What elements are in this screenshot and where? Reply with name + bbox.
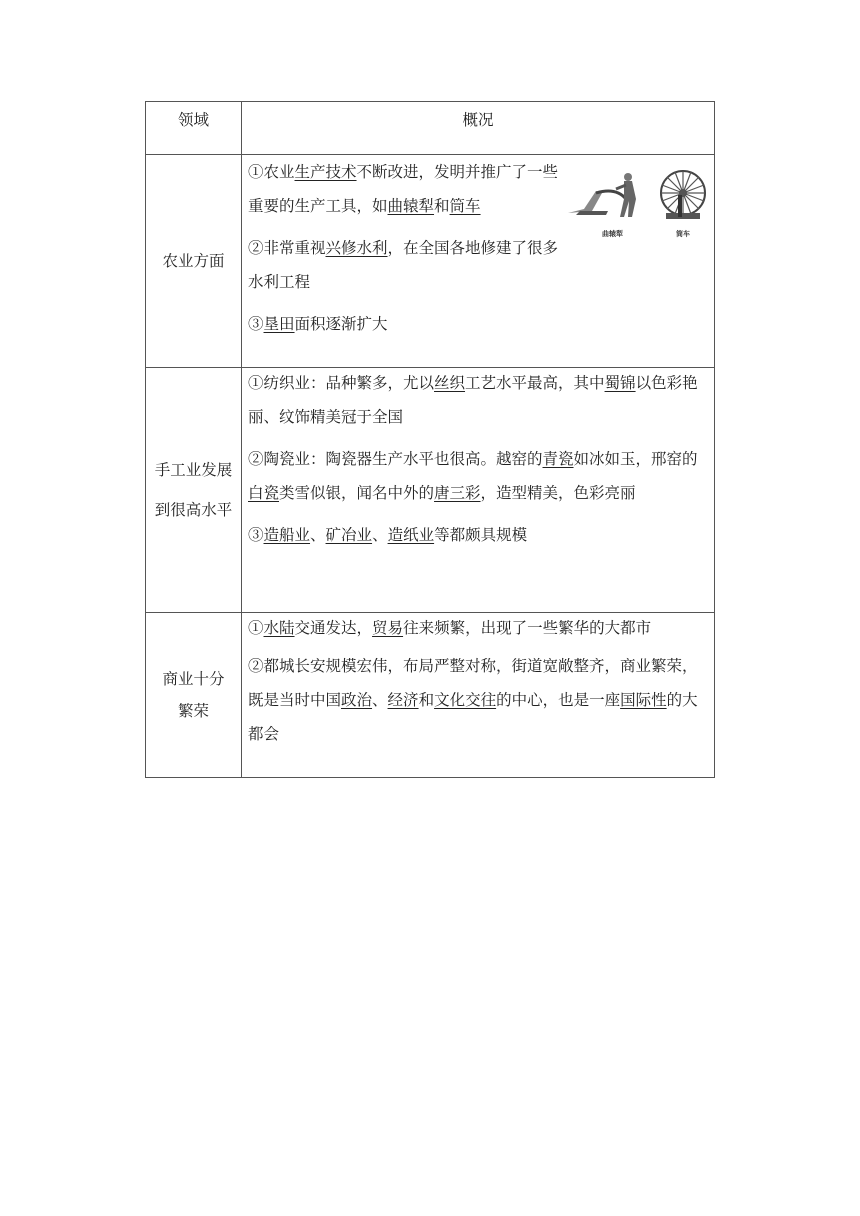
header-summary-cell (242, 102, 715, 155)
text: 面积逐渐扩大 (294, 315, 388, 333)
text: ②非常重视 (248, 239, 326, 257)
agriculture-content-cell (242, 155, 715, 368)
text: 交通发达， (294, 619, 373, 637)
key-term: 贸易 (372, 619, 404, 637)
text: ②陶瓷业：陶瓷器生产水平也很高。越窑的 (248, 450, 543, 468)
handicraft-p1 (248, 366, 708, 434)
agriculture-field-cell (146, 155, 242, 368)
header-field-cell (146, 102, 242, 155)
text: 和 (418, 691, 435, 709)
header-row (146, 102, 715, 155)
text: 不断改进，发明并推广了一些重要的生产工具，如 (248, 163, 559, 215)
text: 工艺水平最高，其中 (465, 374, 605, 392)
key-term: 水陆 (263, 619, 295, 637)
key-term: 白瓷 (248, 484, 280, 502)
handicraft-content-cell (242, 368, 715, 613)
key-term: 经济 (387, 691, 419, 709)
text: ① (248, 619, 264, 637)
agriculture-p2 (248, 231, 708, 299)
header-field: 领域 (177, 111, 209, 129)
plough-caption: 曲辕犁 (602, 230, 623, 238)
handicraft-field-line2: 到很高水平 (154, 501, 233, 519)
text: 往来频繁，出现了一些繁华的大都市 (403, 619, 652, 637)
waterwheel-caption: 筒车 (676, 230, 690, 238)
text: 、 (372, 691, 388, 709)
commerce-content-cell (242, 613, 715, 778)
agriculture-field: 农业方面 (162, 252, 225, 270)
commerce-p2 (248, 649, 708, 751)
text: 的中心，也是一座 (496, 691, 621, 709)
handicraft-p3 (248, 518, 708, 552)
key-term: 生产技术 (294, 163, 357, 181)
tools-illustration (566, 169, 712, 239)
commerce-p1 (248, 611, 708, 645)
text: 如冰如玉，邢窑的 (573, 450, 698, 468)
text: ③ (248, 526, 264, 544)
key-term: 国际性 (620, 691, 667, 709)
key-term: 政治 (341, 691, 373, 709)
text: 以色彩艳丽、纹饰精美冠于全国 (248, 374, 698, 426)
key-term: 唐三彩 (434, 484, 481, 502)
key-term: 蜀锦 (604, 374, 636, 392)
text: ，造型精美，色彩亮丽 (480, 484, 636, 502)
handicraft-field-cell (146, 368, 242, 613)
agriculture-p3 (248, 307, 708, 341)
text: 类雪似银，闻名中外的 (279, 484, 435, 502)
key-term: 垦田 (263, 315, 295, 333)
header-summary: 概况 (462, 111, 494, 129)
text: 、 (372, 526, 388, 544)
key-term: 矿冶业 (325, 526, 373, 544)
key-term: 文化交往 (434, 691, 497, 709)
handicraft-p2 (248, 442, 708, 510)
key-term: 丝织 (434, 374, 466, 392)
key-term: 造船业 (263, 526, 311, 544)
commerce-field-cell (146, 613, 242, 778)
key-term: 筒车 (449, 197, 481, 215)
commerce-row (146, 613, 715, 778)
commerce-field: 商业十分繁荣 (162, 670, 225, 720)
key-term: 兴修水利 (325, 239, 388, 257)
handicraft-row (146, 368, 715, 613)
text: 、 (310, 526, 326, 544)
text: ①纺织业：品种繁多，尤以 (248, 374, 435, 392)
key-term: 青瓷 (542, 450, 574, 468)
text: 的大都会 (248, 691, 698, 743)
handicraft-field-line1: 手工业发展 (154, 461, 233, 479)
plough-and-waterwheel-image (566, 169, 712, 231)
text: ②都城长安规模宏伟，布局严整对称，街道宽敞整齐，商业繁荣，既是当时中国 (248, 657, 698, 709)
key-term: 曲辕犁 (387, 197, 435, 215)
summary-table (145, 101, 715, 778)
text: ①农业 (248, 163, 295, 181)
handicraft-field (146, 368, 241, 612)
text: 和 (434, 197, 450, 215)
text: 等都颇具规模 (434, 526, 528, 544)
text: ，在全国各地修建了很多水利工程 (248, 239, 559, 291)
agriculture-row (146, 155, 715, 368)
key-term: 造纸业 (387, 526, 435, 544)
text: ③ (248, 315, 264, 333)
